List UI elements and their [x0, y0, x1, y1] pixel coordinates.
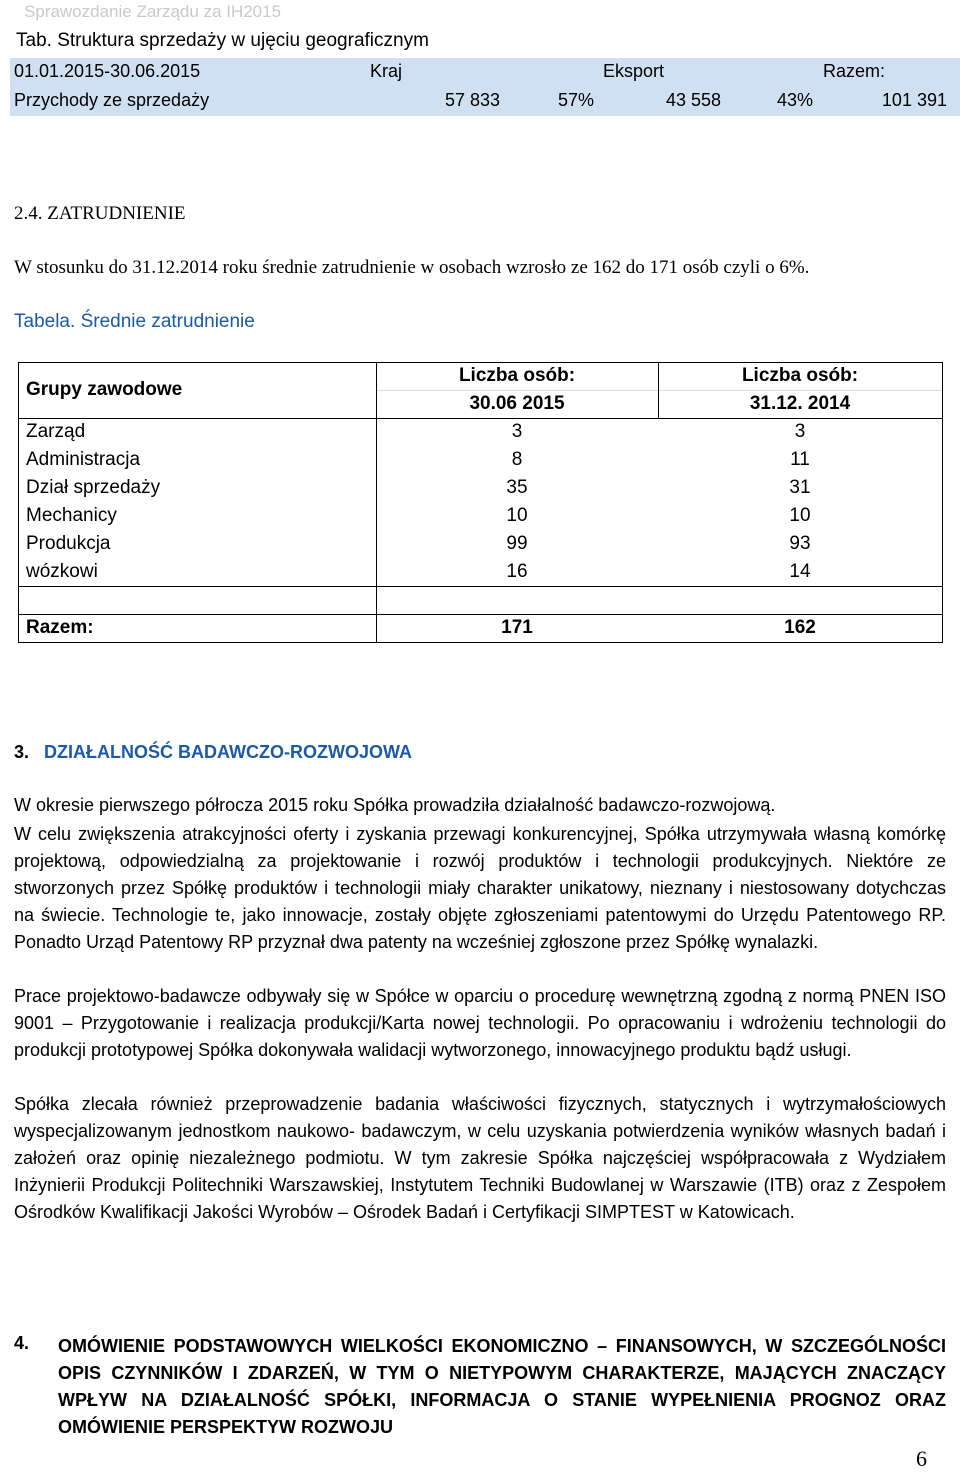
row-value-2015: 35 [506, 477, 528, 498]
row-group-label: Produkcja [26, 533, 111, 554]
row-group-label: Administracja [26, 449, 141, 470]
row-group-label: Mechanicy [26, 505, 117, 526]
geo-data-row [10, 87, 960, 116]
total-value-2014: 162 [784, 617, 816, 638]
total-label: Razem: [26, 617, 94, 638]
row-value-2014: 11 [790, 449, 810, 470]
geo-razem-value: 101 391 [881, 90, 947, 110]
geo-row-label: Przychody ze sprzedaży [14, 90, 210, 110]
geo-period: 01.01.2015-30.06.2015 [14, 61, 201, 81]
rd-intro: W okresie pierwszego półrocza 2015 roku Spółka prowadziła działalność badawczo-rozwojową. [14, 795, 776, 815]
col-header-2014-line1: Liczba osób: [741, 365, 859, 386]
geo-sales-table [10, 58, 960, 116]
row-group-label: Dział sprzedaży [26, 477, 161, 498]
table-border-top [18, 362, 943, 363]
col-header-2014-line2: 31.12. 2014 [749, 393, 851, 414]
rd-paragraph-3: Spółka zlecała również przeprowadzenie badania właściwości fizycznych, statycznych i wytrzymałościowych wyspecjalizowanym jednostkom naukowo- badawczym, w celu uzyskania potwierdzenia wyników własnych badań i założeń oraz opinię niezależnego podmiotu. W tym zakresie Spółka najczęściej współpracowała z Wydziałem Inżynierii Produkcji Politechniki Warszawskiej, Instytutem Techniki Budowlanej w Warszawie (ITB) oraz z Zespołem Ośrodków Kwalifikacji Jakości Wyrobów – Ośrodek Badań i Certyfikacji SIMPTEST w Katowicach. [14, 1094, 946, 1222]
row-value-2015: 8 [511, 449, 523, 470]
table-border-bottom [18, 642, 943, 643]
report-header-caption: Sprawozdanie Zarządu za IH2015 [24, 2, 282, 21]
col-header-group: Grupy zawodowe [26, 379, 183, 400]
row-value-2014: 93 [789, 533, 811, 554]
employment-text: W stosunku do 31.12.2014 roku średnie zatrudnienie w osobach wzrosło ze 162 do 171 osób czyli o 6%. [14, 257, 810, 278]
geo-col-razem: Razem: [823, 61, 886, 81]
geo-header-row [10, 58, 960, 87]
page-number: 6 [916, 1446, 927, 1471]
row-value-2015: 99 [506, 533, 528, 554]
row-value-2015: 3 [511, 421, 523, 442]
total-value-2015: 171 [501, 617, 533, 638]
table-border-right [942, 362, 943, 643]
geo-eksport-pct: 43% [776, 90, 813, 110]
employment-table-label [14, 311, 255, 333]
row-group-label: wózkowi [26, 561, 98, 582]
geo-eksport-value: 43 558 [665, 90, 721, 110]
row-value-2014: 14 [789, 561, 811, 582]
table-border-left [18, 362, 19, 643]
employment-table [18, 362, 943, 643]
rd-section-number: 3. [14, 742, 30, 762]
rd-paragraph-2: Prace projektowo-badawcze odbywały się w Spółce w oparciu o procedurę wewnętrzną zgodną z normą PNEN ISO 9001 – Przygotowanie i realizacja produkcji/Karta nowej technologii. Po opracowaniu i wdrożeniu technologii do produkcji prototypowej Spółka dokonywała walidacji wytworzonego, innowacyjnego produktu bądź usługi. [14, 986, 946, 1060]
rd-section-title: DZIAŁALNOŚĆ BADAWCZO-ROZWOJOWA [44, 742, 412, 762]
geo-col-eksport: Eksport [603, 61, 665, 81]
geo-kraj-value: 57 833 [444, 90, 500, 110]
rd-heading [14, 742, 412, 763]
table-label-prefix: Tabela. [14, 311, 76, 332]
employment-heading: 2.4. ZATRUDNIENIE [14, 203, 186, 224]
geo-col-kraj: Kraj [370, 61, 403, 81]
col-header-2015-line1: Liczba osób: [458, 365, 576, 386]
section-4-number: 4. [14, 1333, 30, 1353]
col-header-2015-line2: 30.06 2015 [469, 393, 565, 414]
table-header-subdivider [376, 390, 943, 391]
section-4-title: OMÓWIENIE PODSTAWOWYCH WIELKOŚCI EKONOMICZNO – FINANSOWYCH, W SZCZEGÓLNOŚCI OPIS CZYNNIKÓW I ZDARZEŃ, W TYM O NIETYPOWYM CHARAKTERZE, MAJĄCYCH ZNACZĄCY WPŁYW NA DZIAŁALNOŚĆ SPÓŁKI, INFORMACJA O STANIE WYPEŁNIENIA PROGNOZ ORAZ OMÓWIENIE PERSPEKTYW ROZWOJU [58, 1336, 946, 1437]
table-body-divider [18, 586, 943, 587]
row-value-2014: 10 [789, 505, 811, 526]
row-value-2015: 16 [506, 561, 528, 582]
table-total-divider [18, 614, 943, 615]
geo-table-title: Tab. Struktura sprzedaży w ujęciu geograficznym [16, 30, 429, 51]
table-label-title: Średnie zatrudnienie [80, 311, 255, 332]
row-value-2015: 10 [506, 505, 528, 526]
geo-kraj-pct: 57% [557, 90, 594, 110]
table-header-divider [18, 418, 943, 419]
row-group-label: Zarząd [26, 421, 86, 442]
row-value-2014: 3 [794, 421, 806, 442]
row-value-2014: 31 [789, 477, 811, 498]
rd-paragraph-1: W celu zwiększenia atrakcyjności oferty i zyskania przewagi konkurencyjnej, Spółka utrzymywała własną komórkę projektową, odpowiedzialną za projektowanie i rozwój produktów i technologii produkcyjnych. Niektóre ze stworzonych przez Spółkę produktów i technologii miały charakter unikatowy, nieznany i niestosowany dotychczas na świecie. Technologie te, jako innowacje, zostały objęte zgłoszeniami patentowymi do Urzędu Patentowego RP. Ponadto Urząd Patentowy RP przyznał dwa patenty na wcześniej zgłoszone przez Spółkę wynalazki. [14, 824, 946, 952]
